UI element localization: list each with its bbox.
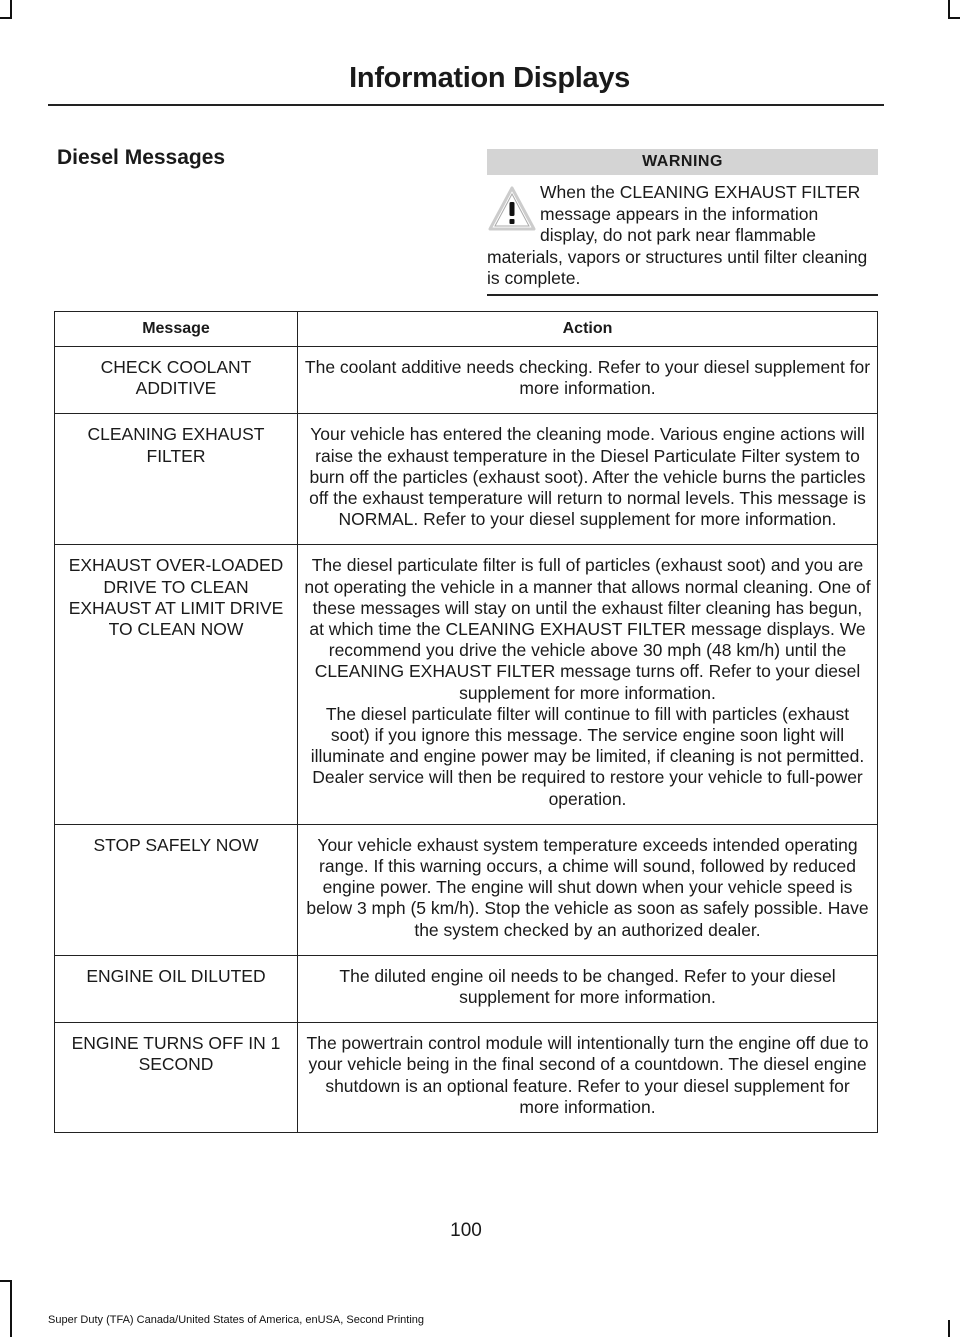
message-text: ENGINE TURNS OFF IN 1 SECOND [71,1033,281,1075]
message-text: EXHAUST AT LIMIT DRIVE TO CLEAN NOW [68,597,284,640]
action-text: The powertrain control module will intentionally turn the engine off due to your vehicle being in the final second of a countdown. The diesel engine shutdown is an optional feature. Refer to your diesel supplement for more information. [306,1033,869,1117]
message-text: CLEANING EXHAUST FILTER [87,424,265,466]
action-text: The coolant additive needs checking. Refer to your diesel supplement for more information. [304,357,871,399]
warning-body: When the CLEANING EXHAUST FILTER message appears in the information display, do not park near flammable materials, vapors or structures until filter cleaning is complete. [487,182,868,288]
warning-text [487,182,879,290]
warning-divider [487,294,878,296]
action-cell [298,955,878,1022]
crop-mark [10,0,12,18]
crop-mark [10,1280,12,1337]
header-divider [48,104,884,106]
page-header-title: Information Displays [349,62,630,94]
table-row [55,347,878,414]
crop-mark [0,17,12,19]
message-cell [55,824,298,955]
crop-mark [948,0,950,18]
message-cell [55,955,298,1022]
message-cell [55,1023,298,1133]
action-text: Your vehicle exhaust system temperature exceeds intended operating range. If this warning occurs, a chime will sound, followed by reduced engine power. The engine will shut down when your vehicle speed is below 3 mph (5 km/h). Stop the vehicle as soon as safely possible. Have the system checked by an authorized dealer. [306,834,869,940]
action-cell [298,545,878,824]
section-title: Diesel Messages [57,146,226,169]
action-cell [298,824,878,955]
message-cell [55,545,298,824]
action-text: The diluted engine oil needs to be changed. Refer to your diesel supplement for more information. [339,965,836,1008]
action-cell [298,347,878,414]
page-number: 100 [450,1220,482,1241]
table-row [55,545,878,824]
message-text: ENGINE OIL DILUTED [86,965,266,986]
message-text: EXHAUST OVER-LOADED DRIVE TO CLEAN [68,555,284,597]
action-cell [298,1023,878,1133]
table-header-row [55,312,878,347]
action-cell [298,414,878,545]
message-text: CHECK COOLANT ADDITIVE [100,357,252,399]
warning-heading: WARNING [487,149,878,175]
action-text: Your vehicle has entered the cleaning mode. Various engine actions will raise the exhaust temperature in the Diesel Particulate Filter system to burn off the particles (exhaust soot). After the vehicle burns the particles off the exhaust temperature will return to normal levels. This message is NORMAL. Refer to your diesel supplement for more information. [309,424,866,530]
column-header-action: Action [298,312,878,347]
crop-mark [948,17,960,19]
action-text: The diesel particulate filter is full of particles (exhaust soot) and you are not operating the vehicle in a manner that allows normal cleaning. One of these messages will stay on until the exhaust filter cleaning has begun, at which time the CLEANING EXHAUST FILTER message displays. We recommend you drive the vehicle above 30 mph (48 km/h) until the CLEANING EXHAUST FILTER message turns off. Refer to your diesel supplement for more information. [304,555,871,703]
warning-icon-spacer [487,182,540,246]
column-header-message: Message [55,312,298,347]
action-text: The diesel particulate filter will continue to fill with particles (exhaust soot) if you ignore this message. The service engine soon light will illuminate and engine power may be limited, if cleaning is not permitted. Dealer service will then be required to restore your vehicle to full-power operation. [310,703,865,809]
table-row [55,1023,878,1133]
footer-text: Super Duty (TFA) Canada/United States of America, enUSA, Second Printing [48,1314,425,1326]
table-row [55,824,878,955]
message-cell [55,414,298,545]
message-text: STOP SAFELY NOW [93,834,259,855]
crop-mark [0,1280,12,1282]
table-row [55,414,878,545]
message-cell [55,347,298,414]
diesel-messages-table [54,311,878,1133]
crop-mark [948,1320,950,1337]
table-row [55,955,878,1022]
